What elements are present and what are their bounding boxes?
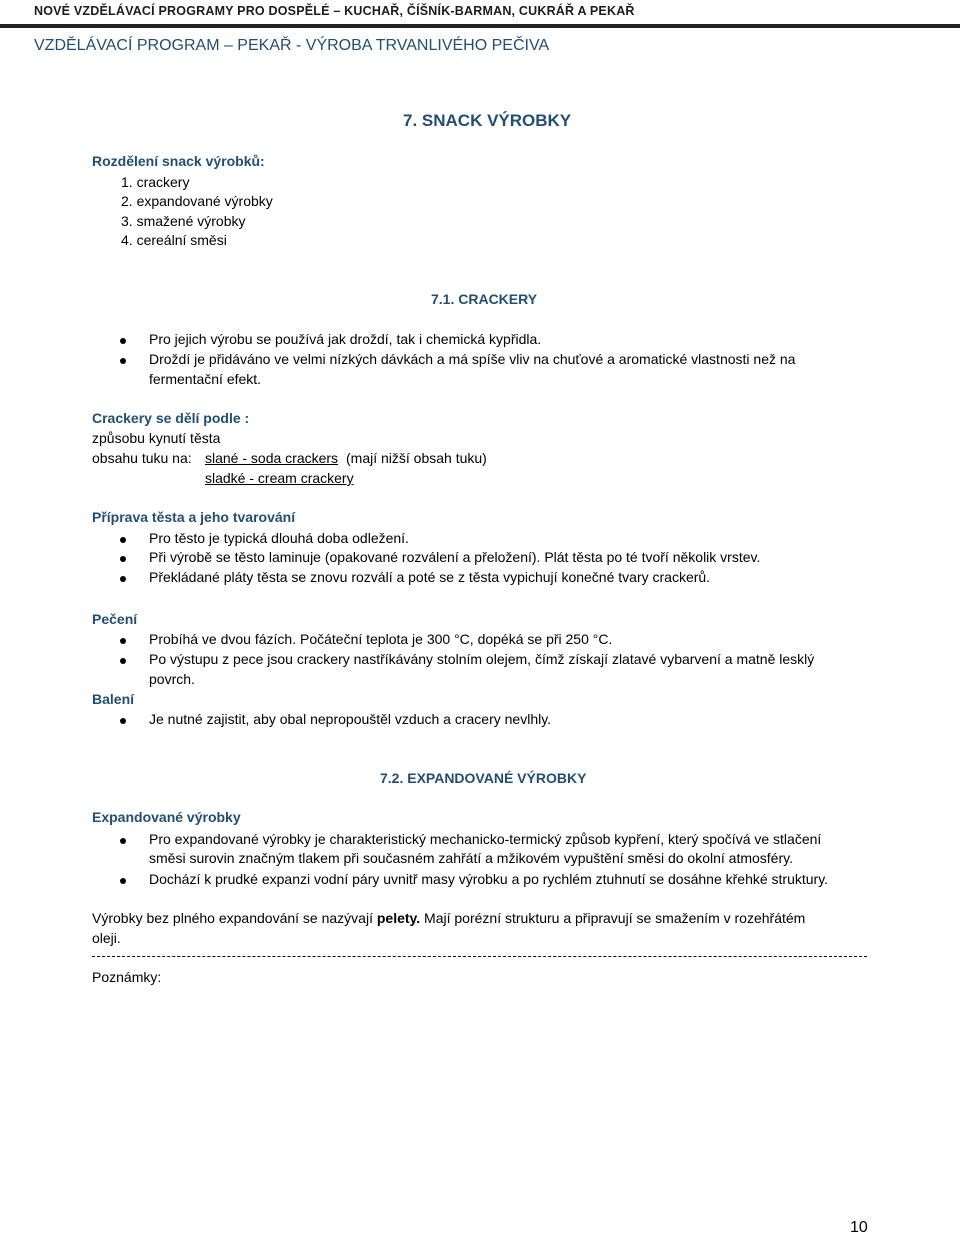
section-7-title: 7. SNACK VÝROBKY [403,111,572,130]
paragraph-cont: oleji. [92,930,121,946]
bullet-icon [120,358,126,364]
para-suffix: Mají porézní strukturu a připravují se smažením v rozehřátém [420,910,806,926]
notes-label: Poznámky: [92,969,162,985]
bullet-icon [120,838,126,844]
page-number: 10 [850,1219,868,1236]
para-prefix: Výrobky bez plného expandování se nazývají [92,910,377,926]
list-item: 4. cereální směsi [121,232,227,248]
bullet-text: Pro jejich výrobu se používá jak droždí, tak i chemická kypřidla. [149,331,542,347]
bullet-icon [120,718,126,724]
program-subtitle: VZDĚLÁVACÍ PROGRAM – PEKAŘ - VÝROBA TRVANLIVÉHO PEČIVA [34,37,550,54]
expanded-heading: Expandované výrobky [92,809,241,825]
division-line-note: (mají nižší obsah tuku) [346,450,487,466]
bullet-text-cont: fermentační efekt. [149,371,262,387]
list-item: 3. smažené výrobky [121,213,246,229]
bullet-icon [120,638,126,644]
bullet-text: Droždí je přidáváno ve velmi nízkých dávkách a má spíše vliv na chuťové a aromatické vlastnosti než na [149,351,796,367]
packaging-heading: Balení [92,691,135,707]
bullet-text: Při výrobě se těsto laminuje (opakované rozválení a přeložení). Plát těsta po té tvoří několik vrstev. [149,549,761,565]
baking-heading: Pečení [92,611,138,627]
dashed-separator [92,956,867,957]
division-line: způsobu kynutí těsta [92,430,221,446]
crackery-division-heading: Crackery se dělí podle : [92,410,250,426]
bullet-text: Překládané pláty těsta se znovu rozválí a poté se z těsta vypichují konečné tvary crackerů. [149,569,711,585]
running-header: NOVÉ VZDĚLÁVACÍ PROGRAMY PRO DOSPĚLÉ – KUCHAŘ, ČÍŠNÍK-BARMAN, CUKRÁŘ A PEKAŘ [34,4,635,18]
section-7-1-title: 7.1. CRACKERY [431,291,538,307]
cream-crackers-label: sladké - cream crackery [205,470,354,486]
division-label: Rozdělení snack výrobků: [92,153,265,169]
list-item: 2. expandované výrobky [121,193,273,209]
bullet-icon [120,338,126,344]
bullet-text: Je nutné zajistit, aby obal nepropouštěl vzduch a cracery nevlhly. [149,711,552,727]
division-line: obsahu tuku na: [92,450,192,466]
soda-crackers-label: slané - soda crackers [205,450,339,466]
bullet-icon [120,537,126,543]
header-rule [0,24,960,28]
bullet-icon [120,878,126,884]
bullet-text: Pro těsto je typická dlouhá doba odležení. [149,530,409,546]
pelety-paragraph [92,910,805,926]
prep-heading: Příprava těsta a jeho tvarování [92,509,296,525]
section-7-2-title: 7.2. EXPANDOVANÉ VÝROBKY [380,770,587,786]
bullet-text: Pro expandované výrobky je charakteristický mechanicko-termický způsob kypření, který spočívá ve stlačení [149,831,822,847]
bullet-icon [120,658,126,664]
bullet-icon [120,556,126,562]
pelety-term: pelety. [376,910,421,926]
bullet-text: Probíhá ve dvou fázích. Počáteční teplota je 300 °C, dopéká se při 250 °C. [149,631,613,647]
bullet-icon [120,576,126,582]
bullet-text: Po výstupu z pece jsou crackery nastříkávány stolním olejem, čímž získají zlatavé vybarvení a matně lesklý [149,651,815,667]
bullet-text-cont: povrch. [149,671,195,687]
bullet-text: Dochází k prudké expanzi vodní páry uvnitř masy výrobku a po rychlém ztuhnutí se dosáhne křehké struktury. [149,871,829,887]
list-item: 1. crackery [121,174,190,190]
bullet-text-cont: směsi surovin značným tlakem při současném zahřátí a mžikovém vypuštění směsi do okolní atmosféry. [149,850,793,866]
